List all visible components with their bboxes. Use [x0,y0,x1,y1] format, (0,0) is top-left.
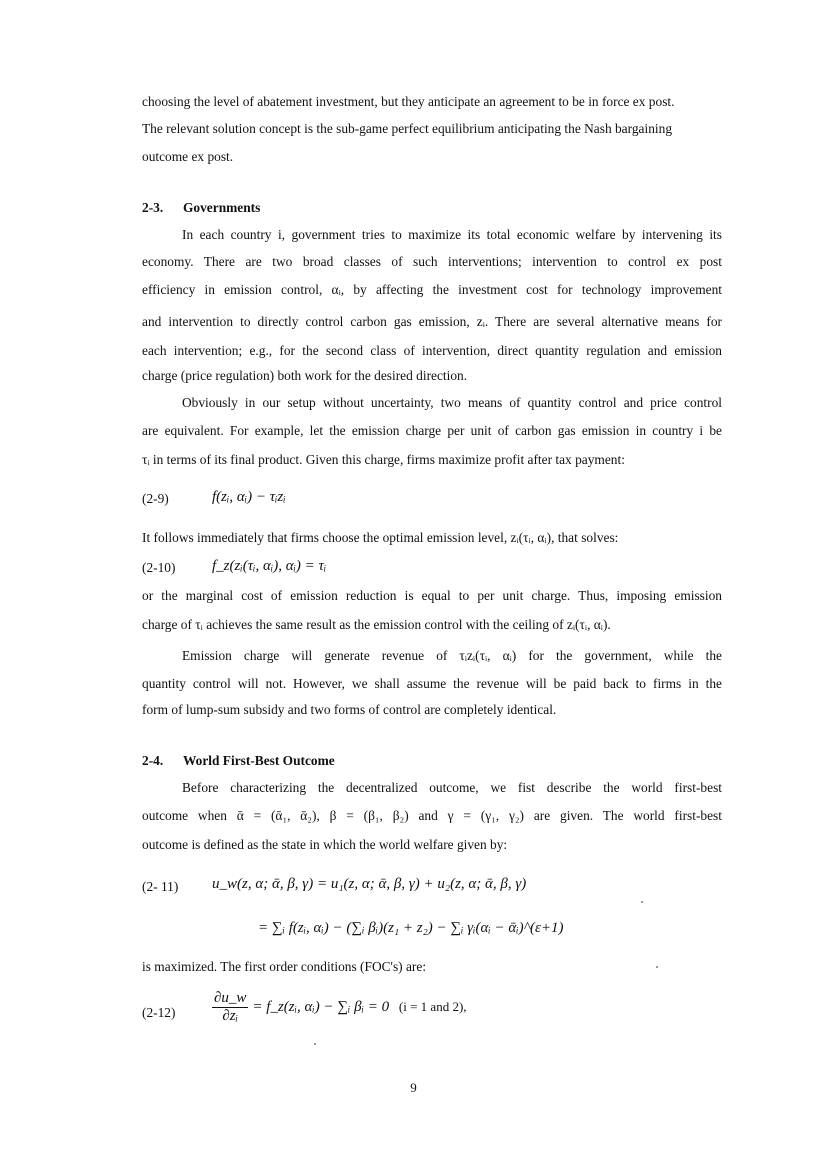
equation-2-11-line-1: u_w(z, α; ᾱ, β, γ) = u₁(z, α; ᾱ, β, γ) + u₂(z, α; ᾱ, β, γ) [212,876,527,892]
paragraph-line: efficiency in emission control, αᵢ, by affecting the investment cost for technology improvement [142,282,722,297]
equation-label: (2-9) [142,491,169,506]
paragraph-line: Obviously in our setup without uncertainty, two means of quantity control and price control [182,395,722,410]
paragraph-line: or the marginal cost of emission reduction is equal to per unit charge. Thus, imposing emission [142,588,722,603]
paragraph-line: outcome when ᾱ = (ᾱ₁, ᾱ₂), β = (β₁, β₂) and γ = (γ₁, γ₂) are given. The world first-best [142,808,722,823]
fraction-denominator: ∂zᵢ [222,1008,239,1024]
paragraph-line: and intervention to directly control carbon gas emission, zᵢ. There are several alternative means for [142,314,722,329]
equation-2-9: f(zᵢ, αᵢ) − τᵢzᵢ [212,489,286,505]
scan-speck [314,1043,316,1045]
page-number: 9 [410,1080,417,1095]
paragraph-line: τᵢ in terms of its final product. Given this charge, firms maximize profit after tax payment: [142,452,625,467]
section-title: Governments [183,200,261,215]
section-heading-2-3 [142,200,260,216]
paragraph-line: charge (price regulation) both work for the desired direction. [142,368,468,383]
section-number: 2-3. [142,200,164,215]
equation-label: (2-10) [142,560,176,575]
section-number: 2-4. [142,753,164,768]
paragraph-line: It follows immediately that firms choose the optimal emission level, zᵢ(τᵢ, αᵢ), that solves: [142,530,619,545]
paragraph-line: form of lump-sum subsidy and two forms of control are completely identical. [142,702,557,717]
intro-line-3: outcome ex post. [142,149,234,164]
paragraph-line: Before characterizing the decentralized outcome, we fist describe the world first-best [182,780,722,795]
paragraph-line: are equivalent. For example, let the emission charge per unit of carbon gas emission in country i be [142,423,722,438]
intro-line-1: choosing the level of abatement investment, but they anticipate an agreement to be in force ex post. [142,94,675,109]
equation-label: (2-12) [142,1005,176,1020]
paragraph-line: economy. There are two broad classes of such interventions; intervention to control ex post [142,254,722,269]
paragraph-line: In each country i, government tries to maximize its total economic welfare by intervening its [182,227,722,242]
paragraph-line: quantity control will not. However, we shall assume the revenue will be paid back to firms in the [142,676,722,691]
paragraph-line: Emission charge will generate revenue of τᵢzᵢ(τᵢ, αᵢ) for the government, while the [182,648,722,663]
scan-speck [641,901,643,903]
paragraph-line: each intervention; e.g., for the second class of intervention, direct quantity regulation and emission [142,343,722,358]
equation-note: (i = 1 and 2), [398,998,467,1014]
section-title: World First-Best Outcome [183,753,335,768]
equation-rhs: = f_z(zᵢ, αᵢ) − ∑ᵢ βᵢ = 0 [252,998,390,1015]
intro-line-2: The relevant solution concept is the sub-game perfect equilibrium anticipating the Nash bargaining [142,121,673,136]
equation-2-10: f_z(zᵢ(τᵢ, αᵢ), αᵢ) = τᵢ [212,558,327,574]
paragraph-line: is maximized. The first order conditions (FOC's) are: [142,959,427,974]
equation-label: (2- 11) [142,879,179,894]
paragraph-line: outcome is defined as the state in which the world welfare given by: [142,837,508,852]
fraction-numerator: ∂u_w [214,990,247,1006]
paragraph-line: charge of τᵢ achieves the same result as the emission control with the ceiling of zᵢ(τᵢ, αᵢ). [142,617,611,632]
scan-speck [656,966,658,968]
equation-2-11-line-2: = ∑ᵢ f(zᵢ, αᵢ) − (∑ᵢ βᵢ)(z₁ + z₂) − ∑ᵢ γᵢ(αᵢ − ᾱᵢ)^(ε+1) [258,920,564,936]
section-heading-2-4 [142,753,335,769]
partial-derivative-fraction [212,990,248,1025]
equation-2-12 [212,990,467,1025]
